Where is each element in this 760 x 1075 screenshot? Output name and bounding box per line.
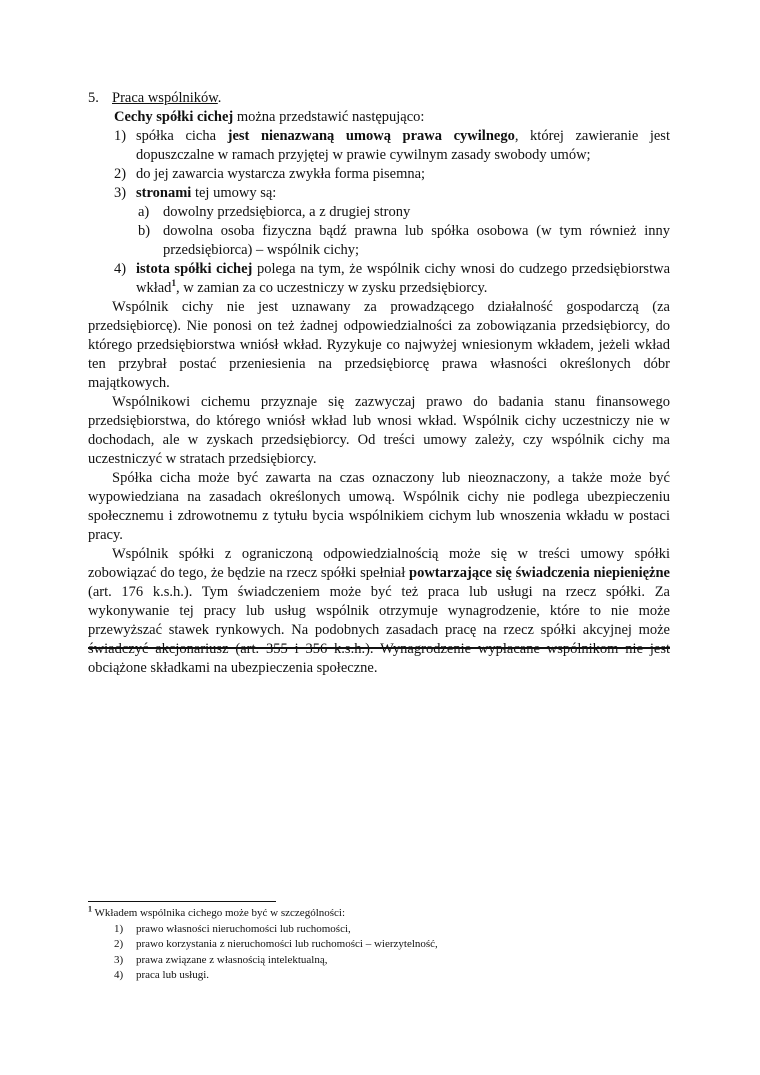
list-item-text: do jej zawarcia wystarcza zwykła forma pisemna; bbox=[136, 166, 426, 182]
section-divider bbox=[88, 647, 670, 649]
footnote bbox=[88, 906, 670, 984]
footnote-item bbox=[88, 922, 670, 938]
footnote-item-text: prawa związane z własnością intelektualną, bbox=[136, 953, 328, 966]
footnote-intro-text: Wkładem wspólnika cichego może być w szczególności: bbox=[92, 907, 346, 919]
footnote-item-text: prawo własności nieruchomości lub ruchomości, bbox=[136, 922, 351, 935]
list-item-3 bbox=[88, 184, 670, 203]
section-number: 5. bbox=[88, 90, 99, 106]
paragraph-4-text: Wspólnik spółki z ograniczoną odpowiedzialnością może się w treści umowy spółki zobowiązać do tego, że będzie na rzecz spółki spełniał bbox=[88, 546, 670, 581]
list-item-number: 4) bbox=[114, 261, 127, 277]
sub-item-a bbox=[88, 203, 670, 222]
footnote-item bbox=[88, 953, 670, 969]
list-item-bold: jest nienazwaną umową prawa cywilnego bbox=[227, 128, 515, 144]
footnote-reference[interactable]: 1 bbox=[171, 278, 176, 289]
document-body bbox=[88, 89, 670, 678]
footnote-item-number: 1) bbox=[114, 922, 124, 935]
paragraph-4-bold: powtarzające się świadczenia niepieniężne bbox=[409, 565, 670, 581]
footnote-item bbox=[88, 968, 670, 984]
list-item-number: 1) bbox=[114, 128, 127, 144]
paragraph-2: Wspólnikowi cichemu przyznaje się zazwyczaj prawo do badania stanu finansowego przedsiębiorstwa, do którego wniósł wkład lub wnosi wkład. Wspólnik cichy uczestniczy nie w dochodach, ale w zyskach przedsiębiorcy. Od treści umowy zależy, czy wspólnik cichy ma uczestniczyć w stratach przedsiębiorcy. bbox=[88, 394, 670, 467]
sub-item-b bbox=[88, 222, 670, 260]
footnote-marker: 1 bbox=[88, 904, 92, 914]
list-item-text: polega na tym, że wspólnik cichy wnosi do cudzego przedsiębiorstwa wkład bbox=[136, 261, 671, 296]
paragraph-4-text: (art. 176 k.s.h.). Tym świadczeniem może być też praca lub usługi na rzecz spółki. Za wykonywanie tej pracy lub usług wspólnik otrzymuje wynagrodzenie, które to nie może przewyższać stawek rynkowych. Na podobnych zasadach pracę na rzecz spółki akcyjnej może świadczyć akcjonariusz (art. 355 i 356 k.s.h.). Wynagrodzenie wypłacane wspólnikom nie jest obciążone składkami na ubezpieczenia społeczne. bbox=[88, 584, 670, 676]
footnote-item-number: 3) bbox=[114, 953, 124, 966]
sub-item-number: a) bbox=[138, 204, 150, 220]
list-item-4 bbox=[88, 260, 670, 298]
footnote-item-number: 2) bbox=[114, 938, 124, 950]
list-item-text: spółka cicha bbox=[136, 128, 228, 144]
footnote-intro bbox=[88, 906, 670, 922]
footnote-item-text: praca lub usługi. bbox=[136, 969, 210, 981]
sub-item-number: b) bbox=[138, 223, 151, 239]
paragraph-3: Spółka cicha może być zawarta na czas oznaczony lub nieoznaczony, a także może być wypowiedziana na zasadach określonych umową. Wspólnik cichy nie podlega ubezpieczeniu społecznemu i zdrowotnemu z tytułu bycia wspólnikiem cichym lub wnoszenia wkładu w postaci pracy. bbox=[88, 470, 670, 543]
list-item-1 bbox=[88, 127, 670, 165]
sub-item-text: dowolna osoba fizyczna bądź prawna lub spółka osobowa (w tym również inny przedsiębiorca) – wspólnik cichy; bbox=[163, 223, 670, 258]
list-item-text: tej umowy są: bbox=[191, 185, 277, 201]
section-title: Praca wspólników bbox=[112, 90, 218, 106]
list-item-number: 2) bbox=[114, 166, 127, 182]
intro-bold: Cechy spółki cichej bbox=[114, 109, 234, 125]
list-item-text: , której zawieranie jest dopuszczalne w ramach przyjętej w prawie cywilnym zasady swobody umów; bbox=[136, 128, 670, 163]
list-item-bold: stronami bbox=[136, 185, 192, 201]
intro-line bbox=[88, 108, 670, 127]
intro-text: można przedstawić następująco: bbox=[233, 109, 425, 125]
footnote-item-number: 4) bbox=[114, 969, 124, 981]
paragraph-4 bbox=[88, 545, 670, 678]
list-item-bold: istota spółki cichej bbox=[136, 261, 253, 277]
list-item-2 bbox=[88, 165, 670, 184]
list-item-number: 3) bbox=[114, 185, 127, 201]
footnote-separator bbox=[88, 901, 276, 902]
list-item-text: , w zamian za co uczestniczy w zysku przedsiębiorcy. bbox=[175, 280, 488, 296]
sub-item-text: dowolny przedsiębiorca, a z drugiej strony bbox=[163, 204, 411, 220]
section-heading: 5. Praca wspólników. bbox=[88, 90, 222, 106]
footnote-item bbox=[88, 937, 670, 953]
footnote-item-text: prawo korzystania z nieruchomości lub ruchomości – wierzytelność, bbox=[136, 938, 438, 950]
paragraph-1: Wspólnik cichy nie jest uznawany za prowadzącego działalność gospodarczą (za przedsiębiorcę). Nie ponosi on też żadnej odpowiedzialności za zobowiązania przedsiębiorcy, do którego przedsiębiorstwa wniósł wkład. Ryzykuje co najwyżej wniesionym wkładem, jeżeli wkład ten przybrał postać przeniesienia na przedsiębiorcę prawa własności określonych dóbr majątkowych. bbox=[88, 299, 670, 391]
